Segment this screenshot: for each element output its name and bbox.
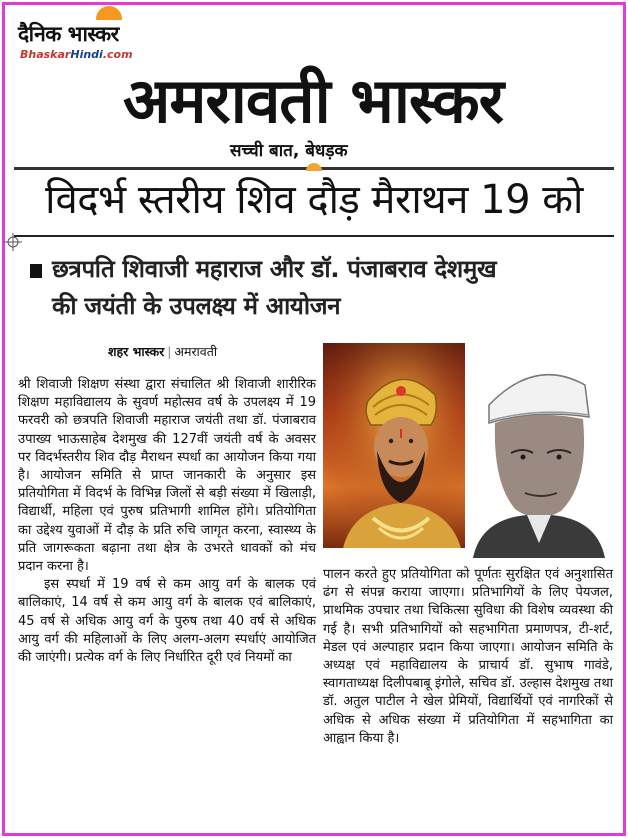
brand-website: BhaskarHindi.com xyxy=(20,48,133,61)
byline-source: शहर भास्कर xyxy=(108,344,165,359)
edition-title: अमरावती भास्कर xyxy=(122,64,504,137)
byline-separator: | xyxy=(167,344,172,359)
byline xyxy=(108,343,217,360)
article-subheadline-line-1: छत्रपति शिवाजी महाराज और डॉ. पंजाबराव देशमुख xyxy=(52,255,497,283)
bullet-square-icon xyxy=(30,264,42,278)
registration-mark-icon xyxy=(4,233,22,251)
article-column-right xyxy=(323,566,613,748)
article-paragraph-1: श्री शिवाजी शिक्षण संस्था द्वारा संचालित श्री शिवाजी शारीरिक शिक्षण महाविद्यालय के सुवर्ण महोत्सव वर्ष के उपलक्ष्य में 19 फरवरी को छत्रपति शिवाजी महाराज जयंती तथा डॉ. पंजाबराव उपाख्य भाऊसाहेब देशमुख की 127वीं जयंती वर्ष के अवसर पर विदर्भस्तरीय शिव दौड़ मैराथन स्पर्धा का आयोजन किया गया है। आयोजन समिति से प्राप्त जानकारी के अनुसार इस प्रतियोगिता में विदर्भ के विभिन्न जिलों से बड़ी संख्या में खिलाड़ी, विद्यार्थी, महिला एवं पुरुष प्रतिभागी शामिल होंगे। प्रतियोगिता का उद्देश्य युवाओं में दौड़ के प्रति रुचि जागृत करना, स्वास्थ्य के प्रति जागरूकता बढ़ाना तथा क्षेत्र के उभरते धावकों को मंच प्रदान करना है। xyxy=(18,377,316,575)
article-subheadline-line-2: की जयंती के उपलक्ष्य में आयोजन xyxy=(52,292,341,320)
shivaji-maharaj-portrait xyxy=(323,343,478,548)
article-paragraph-2: इस स्पर्धा में 19 वर्ष से कम आयु वर्ग के बालक एवं बालिकाएं, 14 वर्ष से कम आयु वर्ग के बालक एवं बालिकाएं, 45 वर्ष से अधिक आयु वर्ग के पुरुष तथा 40 वर्ष से अधिक आयु वर्ग की महिलाओं के लिए अलग-अलग स्पर्धाएं आयोजित की जाएंगी। प्रत्येक वर्ग के लिए निर्धारित दूरी एवं नियमों का xyxy=(18,577,316,666)
dainik-bhaskar-logo xyxy=(18,10,198,60)
edition-tagline: सच्ची बात, बेधड़क xyxy=(230,141,348,161)
article-column-left xyxy=(18,376,316,667)
article-headline: विदर्भ स्तरीय शिव दौड़ मैराथन 19 को xyxy=(45,177,583,223)
headline-rule xyxy=(14,235,614,237)
panjabrao-deshmukh-portrait xyxy=(465,343,613,558)
article-paragraph-3: पालन करते हुए प्रतियोगिता को पूर्णतः सुरक्षित एवं अनुशासित ढंग से संपन्न कराया जाएगा। प्रतिभागियों के लिए पेयजल, प्राथमिक उपचार तथा चिकित्सा सुविधा की विशेष व्यवस्था की गई है। सभी प्रतिभागियों को सहभागिता प्रमाणपत्र, टी-शर्ट, मेडल एवं अल्पाहार प्रदान किया जाएगा। आयोजन समिति के अध्यक्ष एवं महाविद्यालय के प्राचार्य डॉ. सुभाष गावंडे, स्वागताध्यक्ष दिलीपबाबू इंगोले, सचिव डॉ. उल्हास देशमुख तथा डॉ. अतुल पाटील ने खेल प्रेमियों, विद्यार्थियों एवं नागरिकों से अधिक से अधिक संख्या में प्रतियोगिता में सहभागिता का आह्वान किया है। xyxy=(323,567,613,746)
brand-name: दैनिक भास्कर xyxy=(18,22,119,46)
article-photos xyxy=(323,343,613,563)
byline-city: अमरावती xyxy=(174,344,218,359)
